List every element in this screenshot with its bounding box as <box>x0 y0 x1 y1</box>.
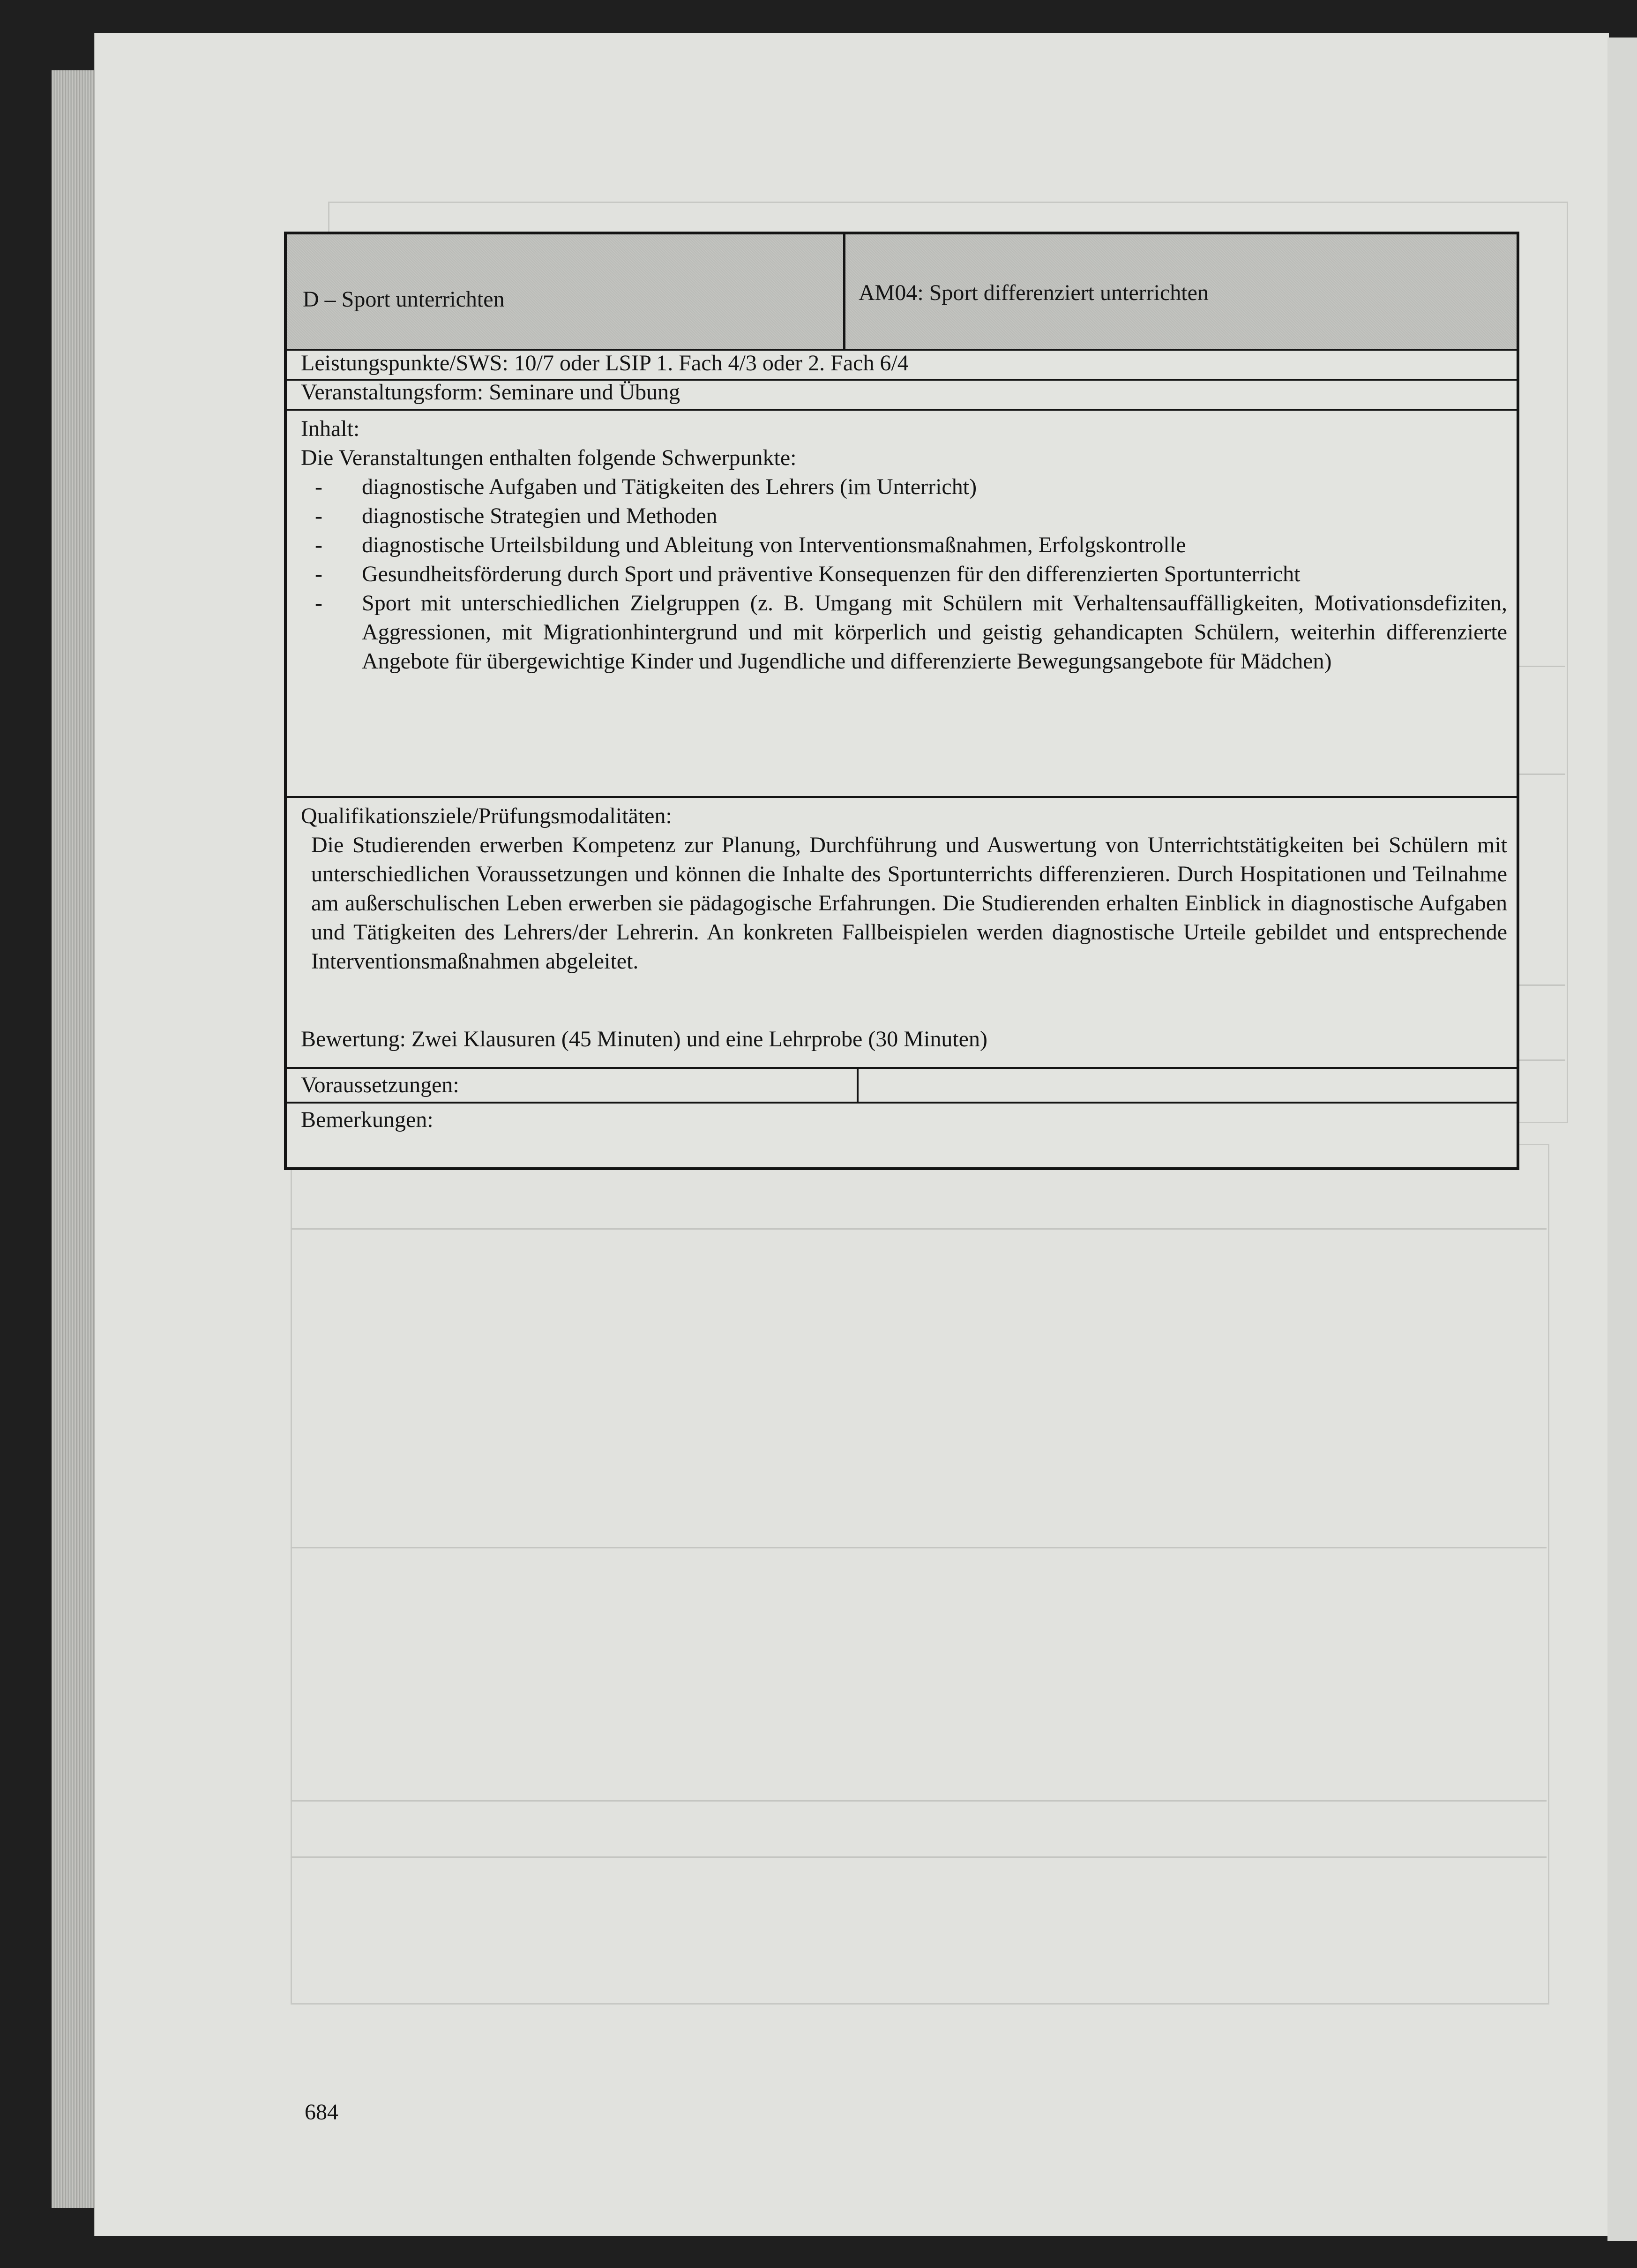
content-item: - Sport mit unterschiedlichen Zielgruppen (z. B. Umgang mit Schülern mit Verhaltensauffälligkeiten, Motivationsdefiziten, Aggressionen, mit Migrationhintergrund und mit körperlich und geistig gehandicapten Schülern, weiterhin differenzierte Angebote für übergewichtige Kinder und Jugendliche und differenzierte Bewegungsangebote für Mädchen) <box>301 589 1507 676</box>
credits-text: Leistungspunkte/SWS: 10/7 oder LSIP 1. Fach 4/3 oder 2. Fach 6/4 <box>301 351 909 375</box>
assessment-text: Bewertung: Zwei Klausuren (45 Minuten) und eine Lehrprobe (30 Minuten) <box>301 1027 987 1051</box>
content-list <box>301 473 1507 676</box>
module-area-cell <box>287 234 845 349</box>
content-item: - diagnostische Urteilsbildung und Ableitung von Interventionsmaßnahmen, Erfolgskontrolle <box>301 531 1507 560</box>
module-header-row <box>287 234 1517 349</box>
qualification-text: Die Studierenden erwerben Kompetenz zur Planung, Durchführung und Auswertung von Unterrichtstätigkeiten bei Schülern mit unterschiedlichen Voraussetzungen und können die Inhalte des Sportunterrichts differenzieren. Durch Hospitationen und Teilnahme am außerschulischen Leben erwerben sie pädagogische Erfahrungen. Die Studierenden erhalten Einblick in diagnostische Aufgaben und Tätigkeiten des Lehrers/der Lehrerin. An konkreten Fallbeispielen werden diagnostische Urteile gebildet und entsprechende Interventionsmaßnahmen abgeleitet. <box>311 833 1507 974</box>
qualification-label: Qualifikationsziele/Prüfungsmodalitäten: <box>301 804 672 828</box>
content-item: - diagnostische Aufgaben und Tätigkeiten des Lehrers (im Unterricht) <box>301 473 1507 502</box>
qualification-row <box>287 796 1517 1067</box>
format-text: Veranstaltungsform: Seminare und Übung <box>301 380 680 405</box>
content-row <box>287 409 1517 796</box>
content-item: - diagnostische Strategien und Methoden <box>301 502 1507 531</box>
credits-row <box>287 349 1517 379</box>
module-description-table <box>284 232 1519 1170</box>
content-label: Inhalt: <box>301 416 360 441</box>
remarks-label: Bemerkungen: <box>301 1107 434 1132</box>
prerequisites-label: Voraussetzungen: <box>301 1073 459 1097</box>
format-row <box>287 379 1517 409</box>
content-item: - Gesundheitsförderung durch Sport und präventive Konsequenzen für den differenzierten Sportunterricht <box>301 560 1507 589</box>
prerequisites-row <box>287 1067 1517 1102</box>
module-area: D – Sport unterrichten <box>303 287 505 312</box>
page-number: 684 <box>305 2100 338 2125</box>
facing-page-edge <box>1607 38 1637 2241</box>
content-intro: Die Veranstaltungen enthalten folgende Schwerpunkte: <box>301 445 797 470</box>
prerequisites-cell <box>287 1069 859 1102</box>
module-title: AM04: Sport differenziert unterrichten <box>859 280 1209 305</box>
remarks-row <box>287 1102 1517 1170</box>
